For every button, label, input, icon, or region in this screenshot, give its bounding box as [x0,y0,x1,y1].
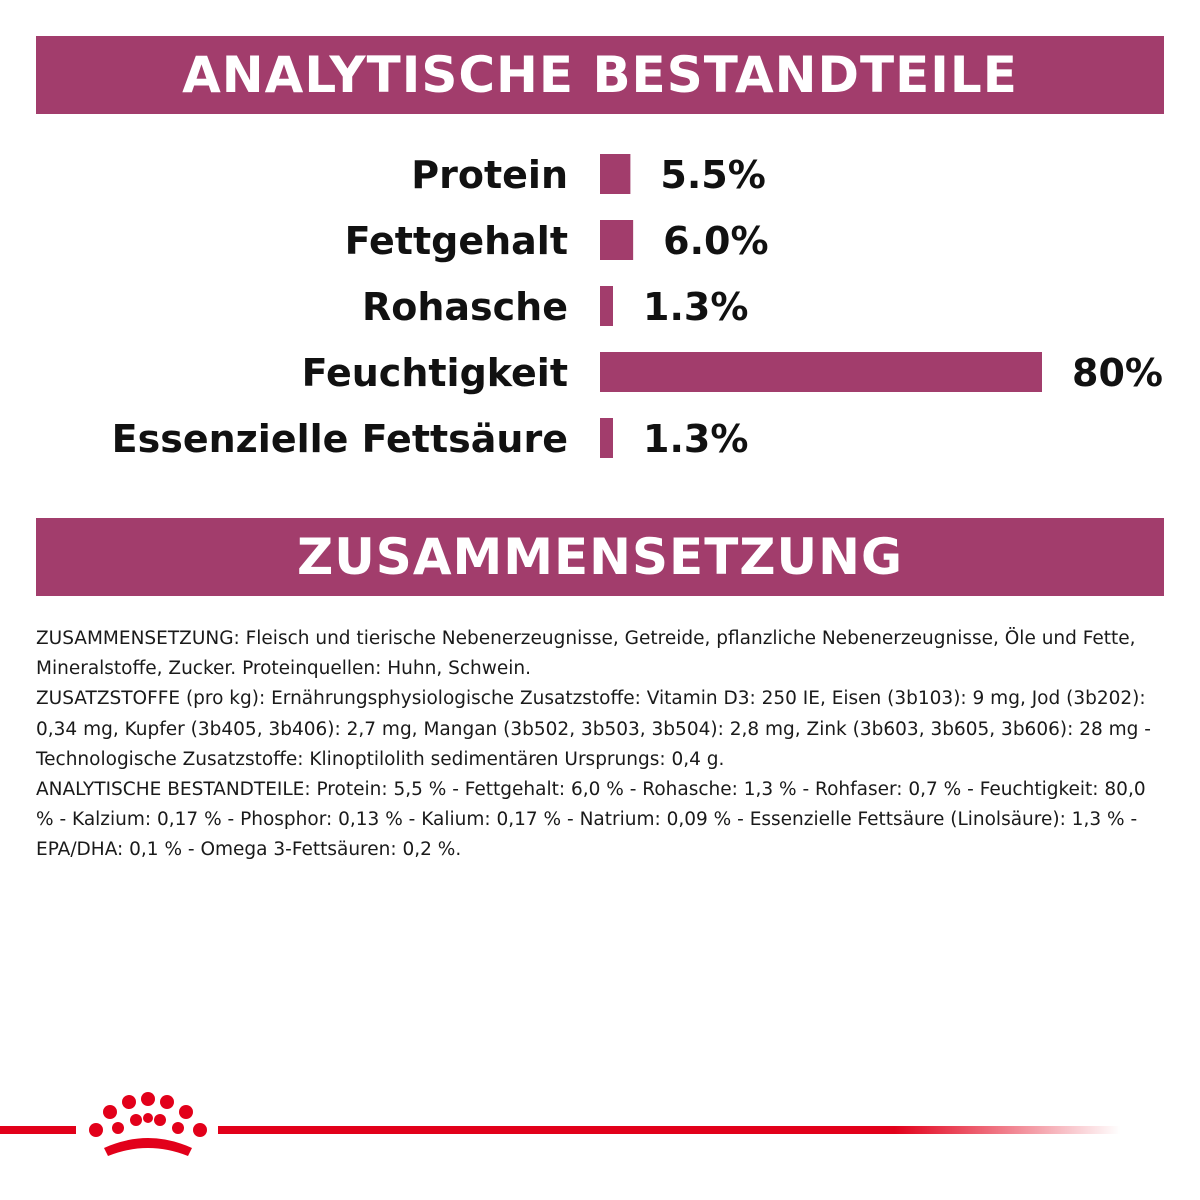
bar-label: Rohasche [361,285,568,329]
composition-text [36,624,1166,866]
bar-value-label: 80% [1072,351,1163,395]
bar-value-label: 5.5% [660,153,766,197]
bar [600,352,1042,392]
bar-label: Feuchtigkeit [301,351,568,395]
royal-crown-logo-icon [89,1092,207,1156]
bar-value-label: 6.0% [663,219,769,263]
bar [600,220,633,260]
brand-footer [0,1090,1200,1180]
nutrient-bar-chart [0,140,1200,490]
bar-value-label: 1.3% [643,417,749,461]
bar [600,418,613,458]
analytic-banner [36,36,1164,114]
additives-paragraph: ZUSATZSTOFFE (pro kg): Ernährungsphysiologische Zusatzstoffe: Vitamin D3: 250 IE, Eisen (3b103): 9 mg, Jod (3b202): 0,34 mg, Kupfer (3b405, 3b406): 2,7 mg, Mangan (3b502, 3b503, 3b504): 2,8 mg, Zink (3b603, 3b605, 3b606): 28 mg - Technologische Zusatzstoffe: Klinoptilolith sedimentären Ursprungs: 0,4 g. [36,688,1151,770]
composition-title: ZUSAMMENSETZUNG [296,528,904,586]
bar [600,154,630,194]
bar-value-label: 1.3% [643,285,749,329]
footer-line-left [0,1126,76,1134]
bar-label: Fettgehalt [344,219,568,263]
bar-label: Essenzielle Fettsäure [111,417,568,461]
bar-label: Protein [411,153,568,197]
analytic-paragraph: ANALYTISCHE BESTANDTEILE: Protein: 5,5 % - Fettgehalt: 6,0 % - Rohasche: 1,3 % - Rohfaser: 0,7 % - Feuchtigkeit: 80,0 % - Kalzium: 0,17 % - Phosphor: 0,13 % - Kalium: 0,17 % - Natrium: 0,09 % - Essenzielle Fettsäure (Linolsäure): 1,3 % - EPA/DHA: 0,1 % - Omega 3-Fettsäuren: 0,2 %. [36,779,1146,861]
analytic-title: ANALYTISCHE BESTANDTEILE [182,46,1018,104]
bar [600,286,613,326]
footer-line-right [218,1126,1120,1134]
composition-paragraph: ZUSAMMENSETZUNG: Fleisch und tierische Nebenerzeugnisse, Getreide, pflanzliche Nebenerzeugnisse, Öle und Fette, Mineralstoffe, Zucker. Proteinquellen: Huhn, Schwein. [36,628,1136,680]
composition-banner [36,518,1164,596]
